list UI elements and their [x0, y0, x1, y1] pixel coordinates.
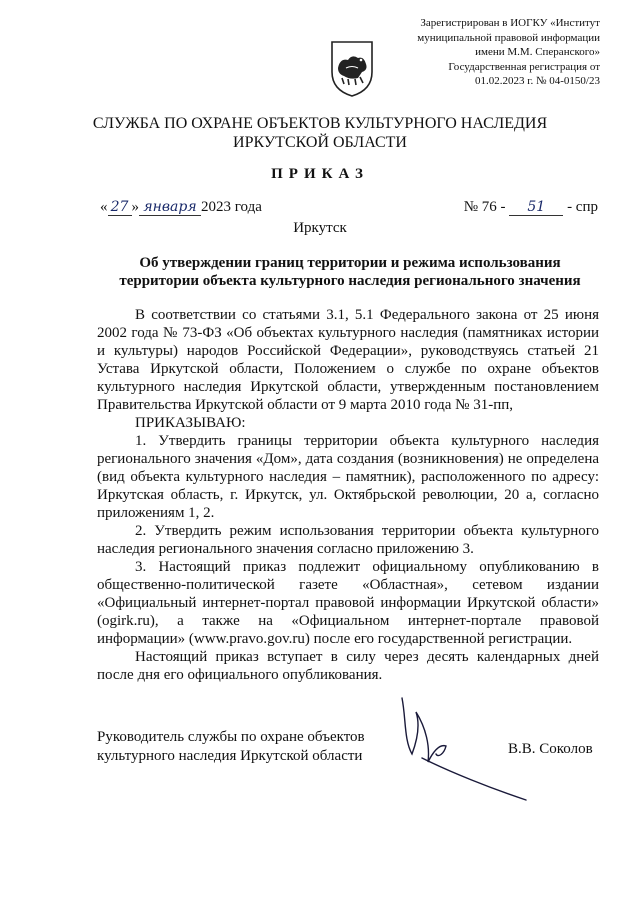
irkutsk-coat-of-arms-icon [328, 38, 376, 98]
order-date [100, 199, 262, 216]
quote-close: » [131, 199, 139, 215]
registration-line: 01.02.2023 г. № 04-0150/23 [475, 75, 600, 87]
order-subject [100, 254, 600, 290]
subject-line: территории объекта культурного наследия регионального значения [119, 273, 581, 289]
registration-line: Государственная регистрация от [448, 60, 600, 73]
registration-stamp [340, 16, 600, 89]
city: Иркутск [293, 220, 347, 236]
order-number [464, 199, 598, 216]
order-item-3: 3. Настоящий приказ подлежит официальному опубликованию в общественно-политической газете «Областная», сетевом издании «Официальный интернет-портал правовой информации Иркутской области» (ogirk.ru), а также на «Официальном интернет-портале правовой информации» (www.pravo.gov.ru) после его государственной регистрации. [97, 559, 599, 647]
date-day: 27 [108, 199, 132, 216]
order-body [97, 306, 599, 684]
agency-line: ИРКУТСКОЙ ОБЛАСТИ [233, 134, 407, 151]
agency-name [0, 114, 640, 152]
quote-open: « [100, 199, 108, 215]
position-line: Руководитель службы по охране объектов [97, 729, 365, 745]
decree-word: ПРИКАЗЫВАЮ: [135, 415, 246, 431]
signatory-position [97, 728, 365, 766]
document-title: ПРИКАЗ [271, 166, 369, 182]
position-line: культурного наследия Иркутской области [97, 748, 363, 764]
registration-line: имени М.М. Сперанского» [475, 46, 600, 58]
registration-line: муниципальной правовой информации [417, 31, 600, 44]
order-item-2: 2. Утвердить режим использования территории объекта культурного наследия регионального значения согласно приложению 3. [97, 523, 599, 557]
subject-line: Об утверждении границ территории и режима использования [139, 255, 561, 271]
number-suffix: - спр [567, 199, 598, 215]
number-value: 51 [509, 199, 563, 216]
date-year: 2023 года [201, 199, 262, 215]
handwritten-signature [350, 688, 530, 803]
signatory-name: В.В. Соколов [508, 741, 593, 757]
date-month: января [139, 199, 201, 216]
preamble-paragraph: В соответствии со статьями 3.1, 5.1 Федерального закона от 25 июня 2002 года № 73-ФЗ «Об объектах культурного наследия (памятниках истории и культуры) народов Российской Федерации», руководствуясь статьей 21 Устава Иркутской области, Положением о службе по охране объектов культурного наследия Иркутской области, утвержденным постановлением Правительства Иркутской области от 9 марта 2010 года № 31-пп, [97, 307, 599, 413]
number-prefix: № 76 - [463, 199, 506, 215]
agency-line: СЛУЖБА ПО ОХРАНЕ ОБЪЕКТОВ КУЛЬТУРНОГО НАСЛЕДИЯ [92, 115, 548, 132]
registration-line: Зарегистрирован в ИОГКУ «Институт [420, 17, 600, 29]
closing-paragraph: Настоящий приказ вступает в силу через десять календарных дней после дня его официального опубликования. [97, 649, 599, 683]
order-item-1: 1. Утвердить границы территории объекта культурного наследия регионального значения «Дом», дата создания (возникновения) не определена (вид объекта культурного наследия – памятник), расположенного по адресу: Иркутская область, г. Иркутск, ул. Октябрьской революции, 20 а, согласно приложениям 1, 2. [97, 433, 599, 521]
